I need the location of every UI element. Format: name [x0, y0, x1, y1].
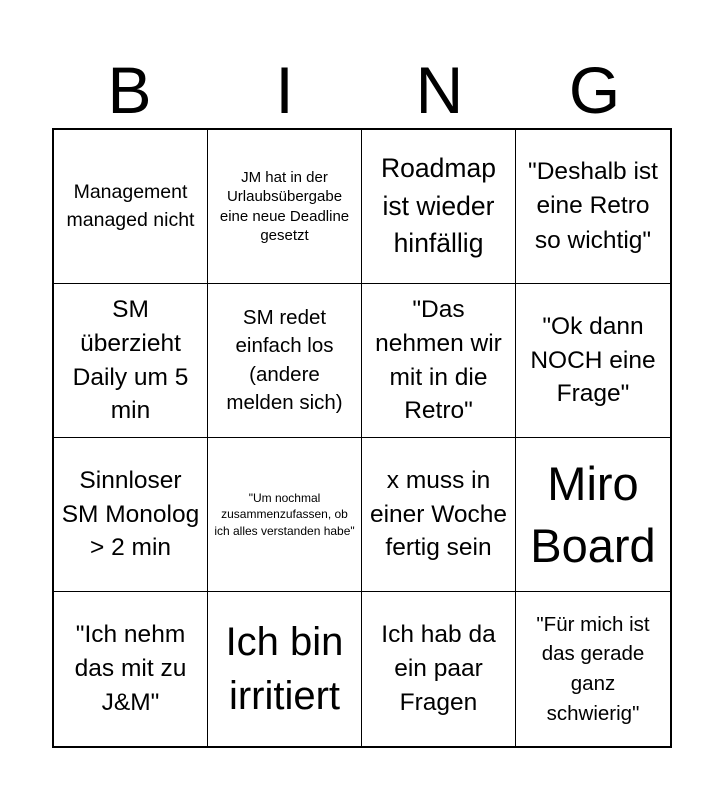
bingo-cell[interactable]	[208, 438, 362, 592]
bingo-board	[52, 128, 672, 748]
header-letter-i: I	[275, 53, 294, 127]
bingo-cell[interactable]	[516, 130, 670, 284]
header-letter-g: G	[568, 53, 621, 127]
bingo-cell[interactable]	[54, 438, 208, 592]
bingo-cell[interactable]	[54, 592, 208, 746]
bingo-cell[interactable]	[362, 284, 516, 438]
cell-text: Ich hab da ein paar Fragen	[381, 621, 496, 716]
bingo-cell[interactable]	[362, 592, 516, 746]
cell-text: "Das nehmen wir mit in die Retro"	[375, 295, 502, 425]
bingo-cell[interactable]	[208, 130, 362, 284]
cell-text: Miro Board	[530, 457, 656, 572]
cell-text: "Um nochmal zusammenzufassen, ob ich alles verstanden habe"	[214, 491, 355, 538]
cell-text: SM überzieht Daily um 5 min	[72, 295, 189, 425]
bingo-cell[interactable]	[208, 284, 362, 438]
cell-text: "Deshalb ist eine Retro so wichtig"	[528, 158, 658, 254]
cell-text: Sinnloser SM Monolog > 2 min	[61, 466, 200, 562]
bingo-cell[interactable]	[516, 438, 670, 592]
bingo-cell[interactable]	[362, 438, 516, 592]
header-letter-b: B	[107, 53, 152, 127]
bingo-header	[52, 52, 672, 128]
cell-text: "Ok dann NOCH eine Frage"	[530, 312, 656, 408]
cell-text: "Ich nehm das mit zu J&M"	[74, 620, 187, 717]
bingo-cell[interactable]	[54, 284, 208, 438]
cell-text: JM hat in der Urlaubsübergabe eine neue Deadline gesetzt	[219, 168, 350, 244]
bingo-cell[interactable]	[362, 130, 516, 284]
bingo-cell[interactable]	[208, 592, 362, 746]
cell-text: x muss in einer Woche fertig sein	[369, 466, 508, 562]
cell-text: Ich bin irritiert	[225, 620, 344, 718]
bingo-cell[interactable]	[54, 130, 208, 284]
cell-text: Management managed nicht	[66, 181, 195, 231]
cell-text: "Für mich ist das gerade ganz schwierig"	[536, 612, 650, 725]
cell-text: SM redet einfach los (andere melden sich)	[226, 305, 343, 414]
bingo-cell[interactable]	[516, 592, 670, 746]
bingo-cell[interactable]	[516, 284, 670, 438]
cell-text: Roadmap ist wieder hinfällig	[381, 153, 496, 259]
header-letter-n: N	[415, 53, 464, 127]
